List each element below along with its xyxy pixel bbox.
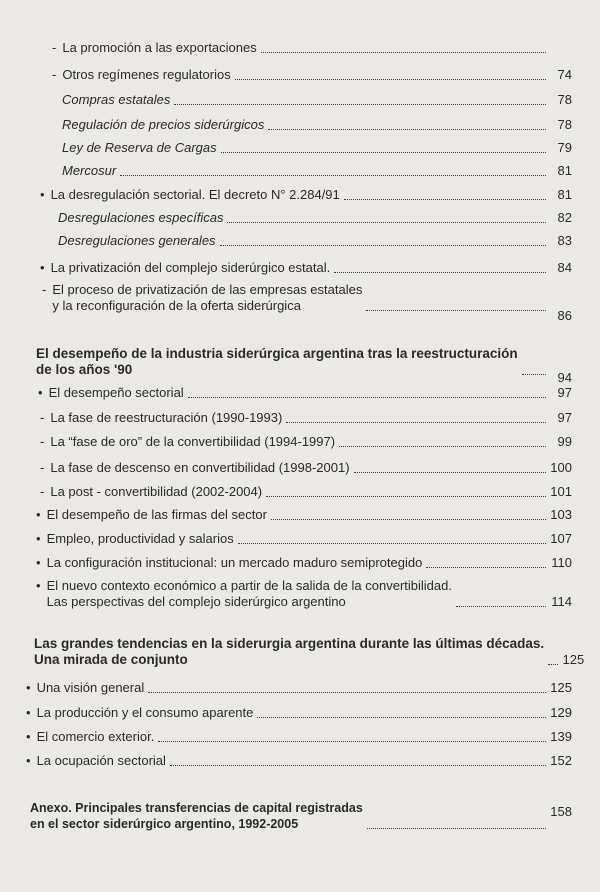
page-number: 99 xyxy=(557,434,572,449)
entry-title: Desregulaciones específicas xyxy=(58,210,224,225)
toc-entry xyxy=(36,578,572,610)
page-number: 84 xyxy=(557,260,572,275)
dot-leader xyxy=(334,271,546,273)
dot-leader xyxy=(174,103,546,105)
section-title-line-2: de los años '90 xyxy=(36,362,133,377)
bullet-marker: • xyxy=(26,680,31,695)
entry-title: La “fase de oro” de la convertibilidad (1994-1997) xyxy=(50,434,336,449)
dot-leader xyxy=(170,764,546,766)
dot-leader xyxy=(522,373,546,375)
dot-leader xyxy=(366,309,546,311)
toc-entry xyxy=(52,40,572,56)
entry-title xyxy=(52,282,362,314)
toc-entry xyxy=(26,680,572,696)
entry-title xyxy=(47,578,452,610)
page-number: 125 xyxy=(550,680,572,695)
page-number: 83 xyxy=(557,233,572,248)
toc-entry xyxy=(26,705,572,721)
bullet-marker: • xyxy=(40,260,45,275)
page-number: 152 xyxy=(550,753,572,768)
dot-leader xyxy=(268,128,546,130)
toc-entry xyxy=(40,187,572,203)
page-number: 158 xyxy=(550,804,572,819)
page-number: 139 xyxy=(550,729,572,744)
toc-entry xyxy=(36,507,572,523)
dash-marker: - xyxy=(40,460,45,475)
bullet-marker: • xyxy=(26,753,31,768)
page-number: 74 xyxy=(557,67,572,82)
dot-leader xyxy=(120,174,546,176)
bullet-marker: • xyxy=(36,531,41,546)
toc-entry xyxy=(36,531,572,547)
entry-title: La post - convertibilidad (2002-2004) xyxy=(50,484,263,499)
bullet-marker: • xyxy=(36,555,41,570)
dot-leader xyxy=(548,663,558,665)
dot-leader xyxy=(426,566,546,568)
dot-leader xyxy=(220,244,546,246)
toc-entry xyxy=(38,385,572,401)
dot-leader xyxy=(257,716,546,718)
dash-marker: - xyxy=(40,434,45,449)
entry-title: La fase de descenso en convertibilidad (1998-2001) xyxy=(50,460,350,475)
entry-title: Empleo, productividad y salarios xyxy=(46,531,234,546)
dash-marker: - xyxy=(40,410,45,425)
toc-entry xyxy=(40,260,572,276)
dot-leader xyxy=(367,827,546,829)
page-number: 110 xyxy=(551,555,572,570)
toc-entry xyxy=(26,729,572,745)
page-number: 107 xyxy=(550,531,572,546)
entry-title: La privatización del complejo siderúrgico estatal. xyxy=(50,260,331,275)
section-title-line-1: El desempeño de la industria siderúrgica argentina tras la reestructuración xyxy=(36,346,518,361)
entry-title-line-1: El proceso de privatización de las empresas estatales xyxy=(52,282,363,297)
dot-leader xyxy=(344,198,546,200)
section-title-line-2: en el sector siderúrgico argentino, 1992-2005 xyxy=(30,817,299,831)
dash-marker: - xyxy=(42,282,47,297)
entry-title: Mercosur xyxy=(62,163,117,178)
dot-leader xyxy=(261,51,546,53)
entry-title-line-2: Las perspectivas del complejo siderúrgico argentino xyxy=(46,594,346,609)
dot-leader xyxy=(339,445,546,447)
section-title xyxy=(34,636,544,668)
page-number: 82 xyxy=(557,210,572,225)
entry-title: La producción y el consumo aparente xyxy=(36,705,254,720)
page-number: 78 xyxy=(557,92,572,107)
dot-leader xyxy=(286,421,546,423)
dash-marker: - xyxy=(52,40,57,55)
toc-entry xyxy=(62,163,572,179)
dot-leader xyxy=(238,542,546,544)
page-number: 129 xyxy=(550,705,572,720)
section-heading xyxy=(34,636,585,668)
bullet-marker: • xyxy=(36,507,41,522)
entry-title: Ley de Reserva de Cargas xyxy=(62,140,217,155)
dot-leader xyxy=(271,518,546,520)
section-title xyxy=(30,800,363,832)
bullet-marker: • xyxy=(40,187,45,202)
toc-entry xyxy=(40,484,572,500)
page-number: 78 xyxy=(557,117,572,132)
entry-title-line-1: El nuevo contexto económico a partir de la salida de la convertibilidad. xyxy=(46,578,452,593)
toc-entry xyxy=(40,410,572,426)
page-number: 103 xyxy=(550,507,572,522)
page-number: 94 xyxy=(557,370,572,385)
page-number: 97 xyxy=(557,385,572,400)
dot-leader xyxy=(148,691,546,693)
toc-entry xyxy=(42,282,572,323)
page-number: 114 xyxy=(551,594,572,609)
page-number: 100 xyxy=(550,460,572,475)
entry-title: La fase de reestructuración (1990-1993) xyxy=(50,410,283,425)
page-number: 97 xyxy=(557,410,572,425)
dot-leader xyxy=(456,605,546,607)
toc-entry xyxy=(52,67,572,83)
section-title-line-1: Las grandes tendencias en la siderurgia argentina durante las últimas décadas. xyxy=(34,636,545,651)
toc-entry xyxy=(62,92,572,108)
section-title-line-2: Una mirada de conjunto xyxy=(34,652,188,667)
entry-title: El comercio exterior. xyxy=(36,729,155,744)
entry-title: La desregulación sectorial. El decreto N° 2.284/91 xyxy=(50,187,340,202)
section-heading xyxy=(30,800,572,832)
bullet-marker: • xyxy=(38,385,43,400)
dash-marker: - xyxy=(40,484,45,499)
toc-entry xyxy=(40,460,572,476)
toc-entry xyxy=(40,434,572,450)
page-number: 81 xyxy=(557,163,572,178)
toc-entry xyxy=(58,210,572,226)
page-number: 86 xyxy=(557,308,572,323)
entry-title: La configuración institucional: un mercado maduro semiprotegido xyxy=(46,555,423,570)
entry-title: Una visión general xyxy=(36,680,145,695)
bullet-marker: • xyxy=(36,578,41,593)
entry-title: La promoción a las exportaciones xyxy=(62,40,257,55)
toc-entry xyxy=(58,233,572,249)
section-title-line-1: Anexo. Principales transferencias de capital registradas xyxy=(30,801,363,815)
bullet-marker: • xyxy=(26,705,31,720)
entry-title: Otros regímenes regulatorios xyxy=(62,67,231,82)
page-number: 125 xyxy=(562,652,585,667)
toc-entry xyxy=(26,753,572,769)
entry-title-line-2: y la reconfiguración de la oferta siderúrgica xyxy=(52,298,301,313)
entry-title: Desregulaciones generales xyxy=(58,233,216,248)
dot-leader xyxy=(227,221,546,223)
section-title xyxy=(36,346,518,378)
bullet-marker: • xyxy=(26,729,31,744)
toc-entry xyxy=(36,555,572,571)
dot-leader xyxy=(354,471,546,473)
dot-leader xyxy=(266,495,546,497)
page-number: 79 xyxy=(557,140,572,155)
entry-title: Regulación de precios siderúrgicos xyxy=(62,117,265,132)
page-number: 81 xyxy=(557,187,572,202)
entry-title: Compras estatales xyxy=(62,92,171,107)
entry-title: El desempeño sectorial xyxy=(48,385,184,400)
dash-marker: - xyxy=(52,67,57,82)
dot-leader xyxy=(158,740,546,742)
dot-leader xyxy=(188,396,546,398)
dot-leader xyxy=(235,78,546,80)
page-number: 101 xyxy=(550,484,572,499)
dot-leader xyxy=(221,151,546,153)
toc-entry xyxy=(62,117,572,133)
entry-title: La ocupación sectorial xyxy=(36,753,166,768)
toc-entry xyxy=(62,140,572,156)
section-heading xyxy=(36,346,572,385)
entry-title: El desempeño de las firmas del sector xyxy=(46,507,267,522)
